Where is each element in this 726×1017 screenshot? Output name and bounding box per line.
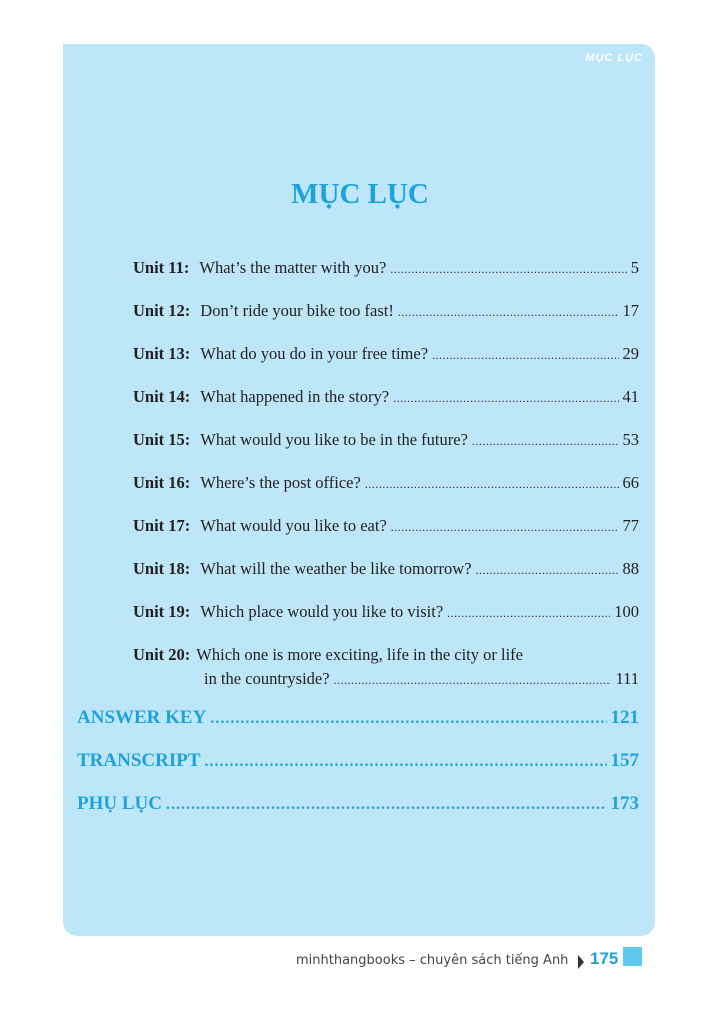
page-number: 121: [610, 707, 639, 728]
toc-entry-unit-17[interactable]: [133, 516, 639, 538]
footer-page-number: 175: [590, 949, 619, 968]
page-number: 157: [610, 750, 639, 771]
unit-title: Which place would you like to visit?: [200, 602, 444, 621]
dot-leader: [390, 262, 626, 277]
unit-title: Don’t ride your bike too fast!: [200, 301, 394, 320]
toc-entry-unit-14[interactable]: [133, 387, 639, 409]
page-number: 100: [614, 602, 639, 621]
toc-entry-unit-12[interactable]: [133, 301, 639, 323]
unit-title: What do you do in your free time?: [200, 344, 429, 363]
page-title: MỤC LỤC: [291, 178, 429, 210]
square-icon: [623, 947, 642, 966]
toc-entry-unit-18[interactable]: [133, 559, 639, 581]
unit-label: Unit 13:: [133, 344, 191, 363]
page-number: 53: [622, 430, 639, 449]
page-number: 5: [630, 258, 639, 277]
toc-entry-unit-20-continued[interactable]: [204, 669, 639, 691]
dot-leader: [391, 520, 619, 535]
dot-leader: [447, 606, 610, 621]
section-label: ANSWER KEY: [77, 707, 207, 728]
section-label: TRANSCRIPT: [77, 750, 201, 771]
dot-leader: [205, 753, 607, 771]
section-label: PHỤ LỤC: [77, 793, 162, 814]
unit-label: Unit 15:: [133, 430, 191, 449]
toc-entry-unit-15[interactable]: [133, 430, 639, 452]
dot-leader: [398, 305, 619, 320]
page-number: 29: [622, 344, 639, 363]
dot-leader: [210, 710, 606, 728]
toc-section-transcript[interactable]: [77, 750, 639, 776]
unit-label: Unit 17:: [133, 516, 191, 535]
dot-leader: [334, 673, 612, 688]
unit-title: What happened in the story?: [200, 387, 390, 406]
unit-label: Unit 16:: [133, 473, 191, 492]
dot-leader: [476, 563, 619, 578]
dot-leader: [472, 434, 619, 449]
unit-title: Which one is more exciting, life in the city or life: [196, 645, 523, 664]
page-number: 88: [622, 559, 639, 578]
page-number: 77: [622, 516, 639, 535]
toc-entry-unit-19[interactable]: [133, 602, 639, 624]
page-number: 41: [622, 387, 639, 406]
dot-leader: [393, 391, 618, 406]
toc-entry-unit-20[interactable]: [133, 645, 639, 667]
toc-entry-unit-13[interactable]: [133, 344, 639, 366]
unit-label: Unit 18:: [133, 559, 191, 578]
page-number: 111: [615, 669, 639, 688]
arrow-icon: [578, 955, 584, 969]
page-number: 66: [622, 473, 639, 492]
unit-title-continued: in the countryside?: [204, 669, 330, 688]
unit-label: Unit 12:: [133, 301, 191, 320]
unit-label: Unit 19:: [133, 602, 191, 621]
dot-leader: [432, 348, 618, 363]
toc-section-answer-key[interactable]: [77, 707, 639, 733]
dot-leader: [166, 796, 607, 814]
unit-label: Unit 20:: [133, 645, 191, 664]
unit-title: What would you like to be in the future?: [200, 430, 468, 449]
corner-tag: MỤC LỤC: [585, 52, 643, 64]
unit-title: What’s the matter with you?: [199, 258, 387, 277]
page-number: 173: [610, 793, 639, 814]
toc-section-phu-luc[interactable]: [77, 793, 639, 819]
unit-title: Where’s the post office?: [200, 473, 361, 492]
unit-title: What would you like to eat?: [200, 516, 387, 535]
dot-leader: [365, 477, 619, 492]
unit-label: Unit 11:: [133, 258, 190, 277]
toc-entry-unit-11[interactable]: [133, 258, 639, 280]
unit-title: What will the weather be like tomorrow?: [200, 559, 472, 578]
footer-publisher: minhthangbooks – chuyên sách tiếng Anh: [296, 953, 569, 968]
toc-entry-unit-16[interactable]: [133, 473, 639, 495]
unit-label: Unit 14:: [133, 387, 191, 406]
page-number: 17: [622, 301, 639, 320]
